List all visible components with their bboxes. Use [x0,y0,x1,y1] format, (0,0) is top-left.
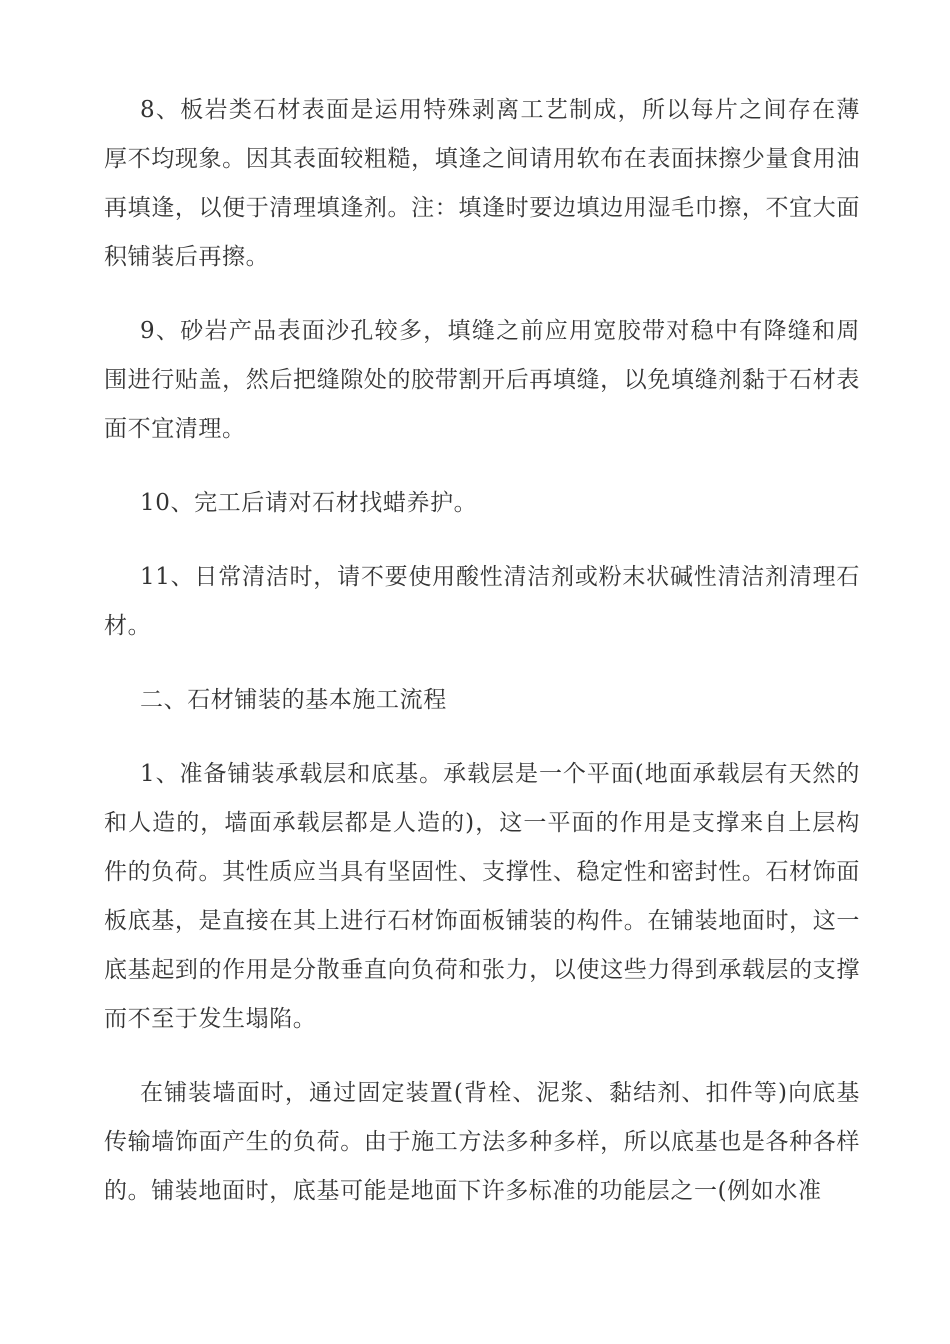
section-heading: 二、石材铺装的基本施工流程 [140,687,447,713]
paragraph-item-11: 11、日常清洁时，请不要使用酸性清洁剂或粉末状碱性清洁剂清理石材。 [104,564,860,639]
paragraph-item-10: 10、完工后请对石材找蜡养护。 [140,490,478,516]
paragraph-step-1: 1、准备铺装承载层和底基。承载层是一个平面(地面承载层有天然的和人造的，墙面承载层都是人造的)，这一平面的作用是支撑来自上层构件的负荷。其性质应当具有坚固性、支撑性、稳定性和密封性。石材饰面板底基，是直接在其上进行石材饰面板铺装的构件。在铺装地面时，这一底基起到的作用是分散垂直向负荷和张力，以使这些力得到承载层的支撑而不至于发生塌陷。 [104,761,860,1032]
paragraph-wall-installation: 在铺装墙面时，通过固定装置(背栓、泥浆、黏结剂、扣件等)向底基传输墙饰面产生的负荷。由于施工方法多种多样，所以底基也是各种各样的。铺装地面时，底基可能是地面下许多标准的功能层之一(例如水准 [104,1080,860,1204]
paragraph-item-8: 8、板岩类石材表面是运用特殊剥离工艺制成，所以每片之间存在薄厚不均现象。因其表面较粗糙，填逢之间请用软布在表面抹擦少量食用油再填逢，以便于清理填逢剂。注：填逢时要边填边用湿毛巾擦，不宜大面积铺装后再擦。 [104,97,860,270]
document-body [104,86,860,1241]
paragraph-item-9: 9、砂岩产品表面沙孔较多，填缝之前应用宽胶带对稳中有降缝和周围进行贴盖，然后把缝隙处的胶带割开后再填缝，以免填缝剂黏于石材表面不宜清理。 [104,318,860,442]
